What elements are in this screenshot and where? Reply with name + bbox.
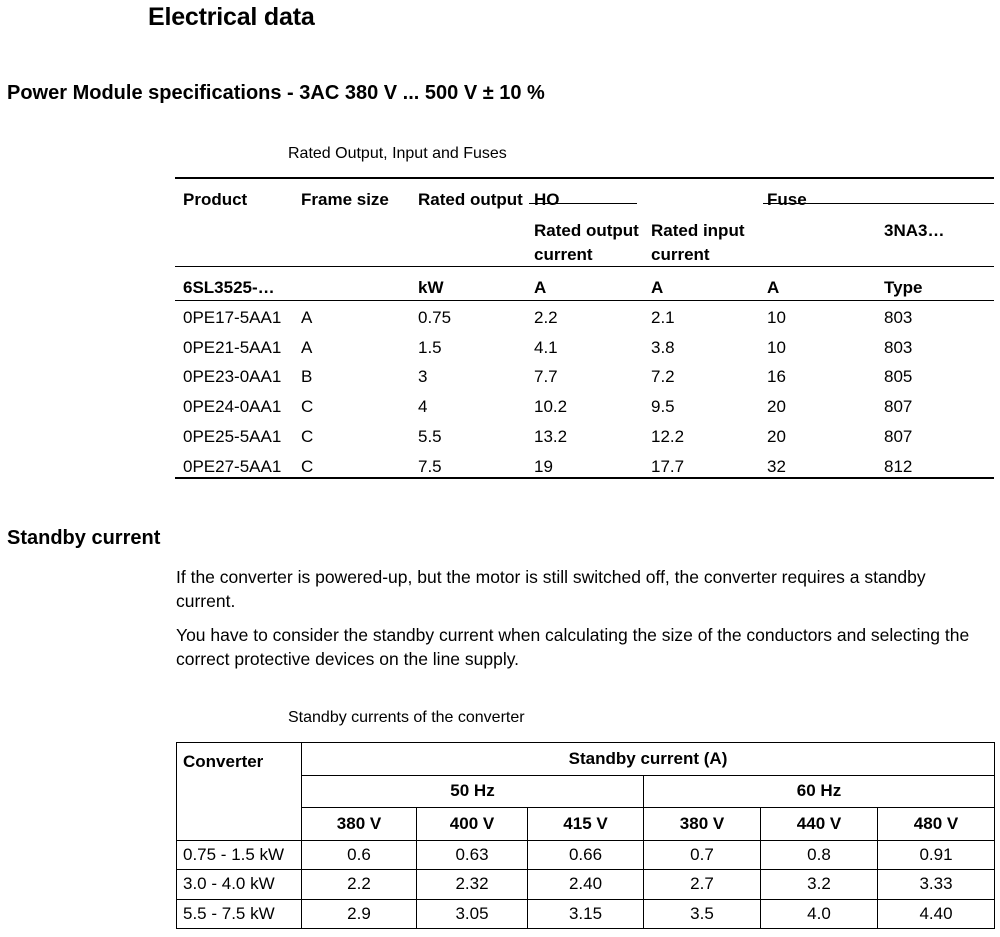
cell-standby-value: 3.2	[761, 870, 878, 899]
cell-standby-value: 0.91	[878, 840, 995, 869]
cell-standby-value: 0.6	[302, 840, 417, 869]
cell-input-current: 12.2	[651, 426, 685, 446]
table-row	[177, 899, 995, 929]
cell-fuse-type: 803	[884, 337, 913, 357]
cell-standby-value: 2.2	[302, 870, 417, 899]
standby-title: Standby current	[7, 527, 161, 549]
page-heading: Electrical data	[148, 3, 315, 31]
cell-standby-value: 2.9	[302, 899, 417, 929]
cell-input-current: 9.5	[651, 397, 675, 417]
unit-input-current: A	[651, 278, 664, 297]
unit-product: 6SL3525-…	[183, 278, 275, 297]
table-rule-header	[175, 266, 994, 267]
cell-standby-value: 2.32	[417, 870, 528, 899]
cell-fuse-current: 16	[767, 367, 786, 387]
unit-rated-output: kW	[418, 278, 444, 297]
table-row	[177, 870, 995, 899]
cell-fuse-current: 10	[767, 308, 786, 327]
table2-caption: Standby currents of the converter	[288, 709, 525, 726]
header-voltage: 380 V	[644, 808, 761, 841]
header-converter: Converter	[177, 743, 302, 841]
header-rated-input-current-1: Rated input	[651, 221, 745, 240]
cell-fuse-type: 812	[884, 456, 913, 476]
unit-fuse-current: A	[767, 278, 780, 297]
section-title: Power Module specifications - 3AC 380 V ... 500 V ± 10 %	[7, 82, 545, 104]
cell-rated-output: 3	[418, 367, 428, 387]
cell-standby-value: 3.33	[878, 870, 995, 899]
cell-rated-output: 5.5	[418, 426, 442, 446]
unit-fuse-type: Type	[884, 278, 923, 297]
cell-rated-output: 0.75	[418, 308, 452, 327]
cell-standby-value: 4.0	[761, 899, 878, 929]
header-rated-output-current-1: Rated output	[534, 221, 639, 240]
standby-current-table	[176, 742, 995, 929]
header-rated-output-current-2: current	[534, 245, 593, 264]
header-rated-output: Rated output	[418, 190, 523, 209]
header-voltage: 415 V	[528, 808, 644, 841]
cell-standby-value: 3.05	[417, 899, 528, 929]
cell-rated-output: 7.5	[418, 456, 442, 476]
cell-converter: 5.5 - 7.5 kW	[177, 899, 302, 929]
table-rule-bottom	[175, 477, 994, 479]
cell-frame-size: A	[301, 308, 313, 327]
cell-frame-size: C	[301, 426, 314, 446]
cell-frame-size: C	[301, 397, 314, 417]
header-voltage: 480 V	[878, 808, 995, 841]
table1-caption: Rated Output, Input and Fuses	[288, 145, 507, 162]
cell-fuse-current: 20	[767, 397, 786, 417]
cell-standby-value: 4.40	[878, 899, 995, 929]
header-voltage: 440 V	[761, 808, 878, 841]
cell-input-current: 7.2	[651, 367, 675, 387]
cell-converter: 0.75 - 1.5 kW	[177, 840, 302, 869]
cell-fuse-type: 807	[884, 397, 913, 417]
cell-product: 0PE25-5AA1	[183, 426, 282, 446]
cell-product: 0PE21-5AA1	[183, 337, 282, 357]
cell-standby-value: 3.15	[528, 899, 644, 929]
cell-output-current: 13.2	[534, 426, 568, 446]
cell-converter: 3.0 - 4.0 kW	[177, 870, 302, 899]
table-rule-top	[175, 177, 994, 179]
header-voltage: 400 V	[417, 808, 528, 841]
header-product: Product	[183, 190, 248, 209]
standby-paragraph-1: If the converter is powered-up, but the motor is still switched off, the converter requires a standby current.	[176, 567, 926, 611]
cell-rated-output: 4	[418, 397, 428, 417]
cell-fuse-type: 805	[884, 367, 913, 387]
cell-standby-value: 0.66	[528, 840, 644, 869]
standby-paragraph-2: You have to consider the standby current when calculating the size of the conductors and selecting the correct protective devices on the line supply.	[176, 625, 970, 669]
cell-fuse-current: 20	[767, 426, 786, 446]
cell-output-current: 4.1	[534, 337, 558, 357]
cell-standby-value: 3.5	[644, 899, 761, 929]
cell-output-current: 2.2	[534, 308, 558, 327]
cell-product: 0PE23-0AA1	[183, 367, 282, 387]
cell-input-current: 2.1	[651, 308, 675, 327]
unit-output-current: A	[534, 278, 547, 297]
cell-frame-size: B	[301, 367, 313, 387]
table-rule-units	[175, 300, 994, 301]
cell-frame-size: A	[301, 337, 313, 357]
cell-fuse-current: 10	[767, 337, 786, 357]
header-standby-current: Standby current (A)	[302, 743, 995, 776]
cell-output-current: 19	[534, 456, 553, 476]
table-row	[177, 840, 995, 869]
cell-standby-value: 0.8	[761, 840, 878, 869]
cell-standby-value: 0.7	[644, 840, 761, 869]
cell-product: 0PE17-5AA1	[183, 308, 282, 327]
header-rated-input-current-2: current	[651, 245, 710, 264]
header-frame-size: Frame size	[301, 190, 389, 209]
cell-output-current: 7.7	[534, 367, 558, 387]
cell-standby-value: 0.63	[417, 840, 528, 869]
cell-frame-size: C	[301, 456, 314, 476]
header-50hz: 50 Hz	[302, 775, 644, 808]
cell-fuse-type: 807	[884, 426, 913, 446]
cell-fuse-current: 32	[767, 456, 786, 476]
header-ho: HO	[534, 190, 560, 209]
cell-standby-value: 2.40	[528, 870, 644, 899]
header-60hz: 60 Hz	[644, 775, 995, 808]
header-voltage: 380 V	[302, 808, 417, 841]
header-fuse: Fuse	[767, 190, 807, 209]
cell-product: 0PE27-5AA1	[183, 456, 282, 476]
cell-output-current: 10.2	[534, 397, 568, 417]
cell-product: 0PE24-0AA1	[183, 397, 282, 417]
cell-input-current: 17.7	[651, 456, 685, 476]
rated-output-table	[175, 177, 994, 479]
cell-standby-value: 2.7	[644, 870, 761, 899]
header-fuse-type-prefix: 3NA3…	[884, 221, 945, 240]
cell-rated-output: 1.5	[418, 337, 442, 357]
cell-input-current: 3.8	[651, 337, 675, 357]
cell-fuse-type: 803	[884, 308, 913, 327]
